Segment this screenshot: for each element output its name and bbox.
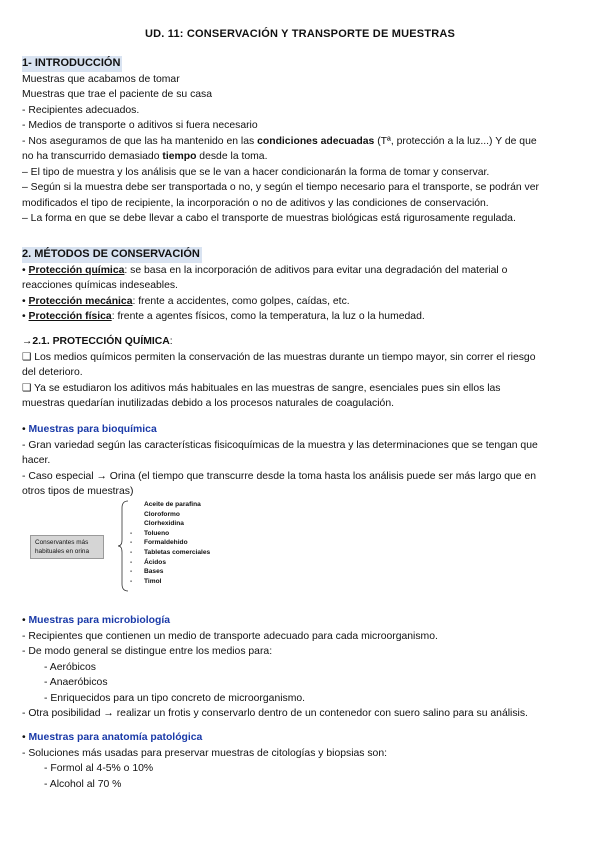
paragraph-line: - Gran variedad según las características fisicoquímicas de la muestra y las determinaciones que se tengan que [22,439,538,451]
method-item: • Protección física: frente a agentes físicos, como la temperatura, la luz o la humedad. [22,311,425,322]
conservantes-list [130,500,210,586]
intro-line: Muestras que trae el paciente de su casa [22,89,213,100]
list-item: - Aeróbicos [44,661,96,673]
intro-line: – Según si la muestra debe ser transportada o no, y según el tiempo necesario para el transporte, se podrán ver [22,182,539,193]
bioquimica-heading: • Muestras para bioquímica [22,424,157,435]
method-item: • Protección mecánica: frente a accidentes, como golpes, caídas, etc. [22,295,350,307]
section-heading-introduccion: 1- INTRODUCCIÓN [22,56,122,72]
list-item: - Alcohol al 70 % [44,778,122,790]
list-item: Cloroformo [144,510,180,518]
section-introduccion [22,56,578,227]
intro-line: Muestras que acabamos de tomar [22,73,180,85]
microbiologia-heading: • Muestras para microbiología [22,615,170,626]
method-item: • Protección química: se basa en la incorporación de aditivos para evitar una degradación del material o [22,264,508,276]
list-item: Clorhexidina [144,520,184,528]
intro-line: – La forma en que se debe llevar a cabo el transporte de muestras biológicas está rigurosamente regulada. [22,213,516,224]
brace-icon [118,500,130,592]
paragraph-line: hacer. [22,455,51,466]
paragraph-line: - Recipientes que contienen un medio de transporte adecuado para cada microorganismo. [22,630,438,642]
conservantes-box: Conservantes más habituales en orina [30,535,104,559]
section-anatomia-patologica [22,730,578,792]
paragraph-line: - De modo general se distingue entre los medios para: [22,646,273,657]
intro-line: - Recipientes adecuados. [22,104,140,116]
section-metodos [22,247,578,325]
subsection-proteccion-quimica [22,334,578,412]
intro-line: – El tipo de muestra y los análisis que se le van a hacer condicionarán la forma de tomar y conservar. [22,166,490,178]
paragraph-line: ❑ Ya se estudiaron los aditivos más habituales en las muestras de sangre, esenciales pues sin ellos las [22,382,501,394]
paragraph-line: - Otra posibilidad → realizar un frotis y conservarlo dentro de un contenedor con suero salino para su análisis. [22,708,528,719]
paragraph-line: - Soluciones más usadas para preservar muestras de citologías y biopsias son: [22,747,388,759]
paragraph-line: del deterioro. [22,367,83,378]
section-heading-metodos: 2. MÉTODOS DE CONSERVACIÓN [22,247,202,263]
list-item: - Tabletas comerciales [130,548,211,556]
intro-line: - Medios de transporte o aditivos si fuera necesario [22,120,258,131]
intro-line: modificados el tipo de recipiente, la incorporación o no de aditivos y las condiciones de conservación. [22,197,489,209]
list-item: - Enriquecidos para un tipo concreto de microorganismo. [44,692,306,704]
paragraph-line: muestras quedarían inutilizadas debido a los procesos naturales de coagulación. [22,398,394,409]
anatomia-heading: • Muestras para anatomía patológica [22,732,203,743]
list-item: - Ácidos [130,558,166,566]
list-item: - Tolueno [130,529,170,537]
section-microbiologia [22,613,578,722]
list-item: - Formaldehido [130,539,188,547]
document-title: UD. 11: CONSERVACIÓN Y TRANSPORTE DE MUESTRAS [144,28,456,40]
list-item: - Bases [130,568,164,576]
section-bioquimica [22,422,578,500]
list-item: - Formol al 4-5% o 10% [44,763,154,774]
list-item: Aceite de parafina [144,501,201,508]
list-item: - Anaeróbicos [44,677,108,688]
subsection-heading: →2.1. PROTECCIÓN QUÍMICA: [22,336,173,347]
list-item: - Timol [130,577,162,585]
paragraph-line: ❑ Los medios químicos permiten la conservación de las muestras durante un tiempo mayor, sin correr el riesgo [22,351,536,363]
paragraph-line: otros tipos de muestras) [22,486,134,497]
intro-line: - Nos aseguramos de que las ha mantenido en las condiciones adecuadas (Tª, protección a la luz...) Y de que [22,135,537,147]
paragraph-line: - Caso especial → Orina (el tiempo que transcurre desde la toma hasta los análisis puede ser más largo que en [22,470,537,482]
intro-line: no ha transcurrido demasiado tiempo desde la toma. [22,151,268,162]
method-item-cont: reacciones químicas indeseables. [22,280,178,291]
